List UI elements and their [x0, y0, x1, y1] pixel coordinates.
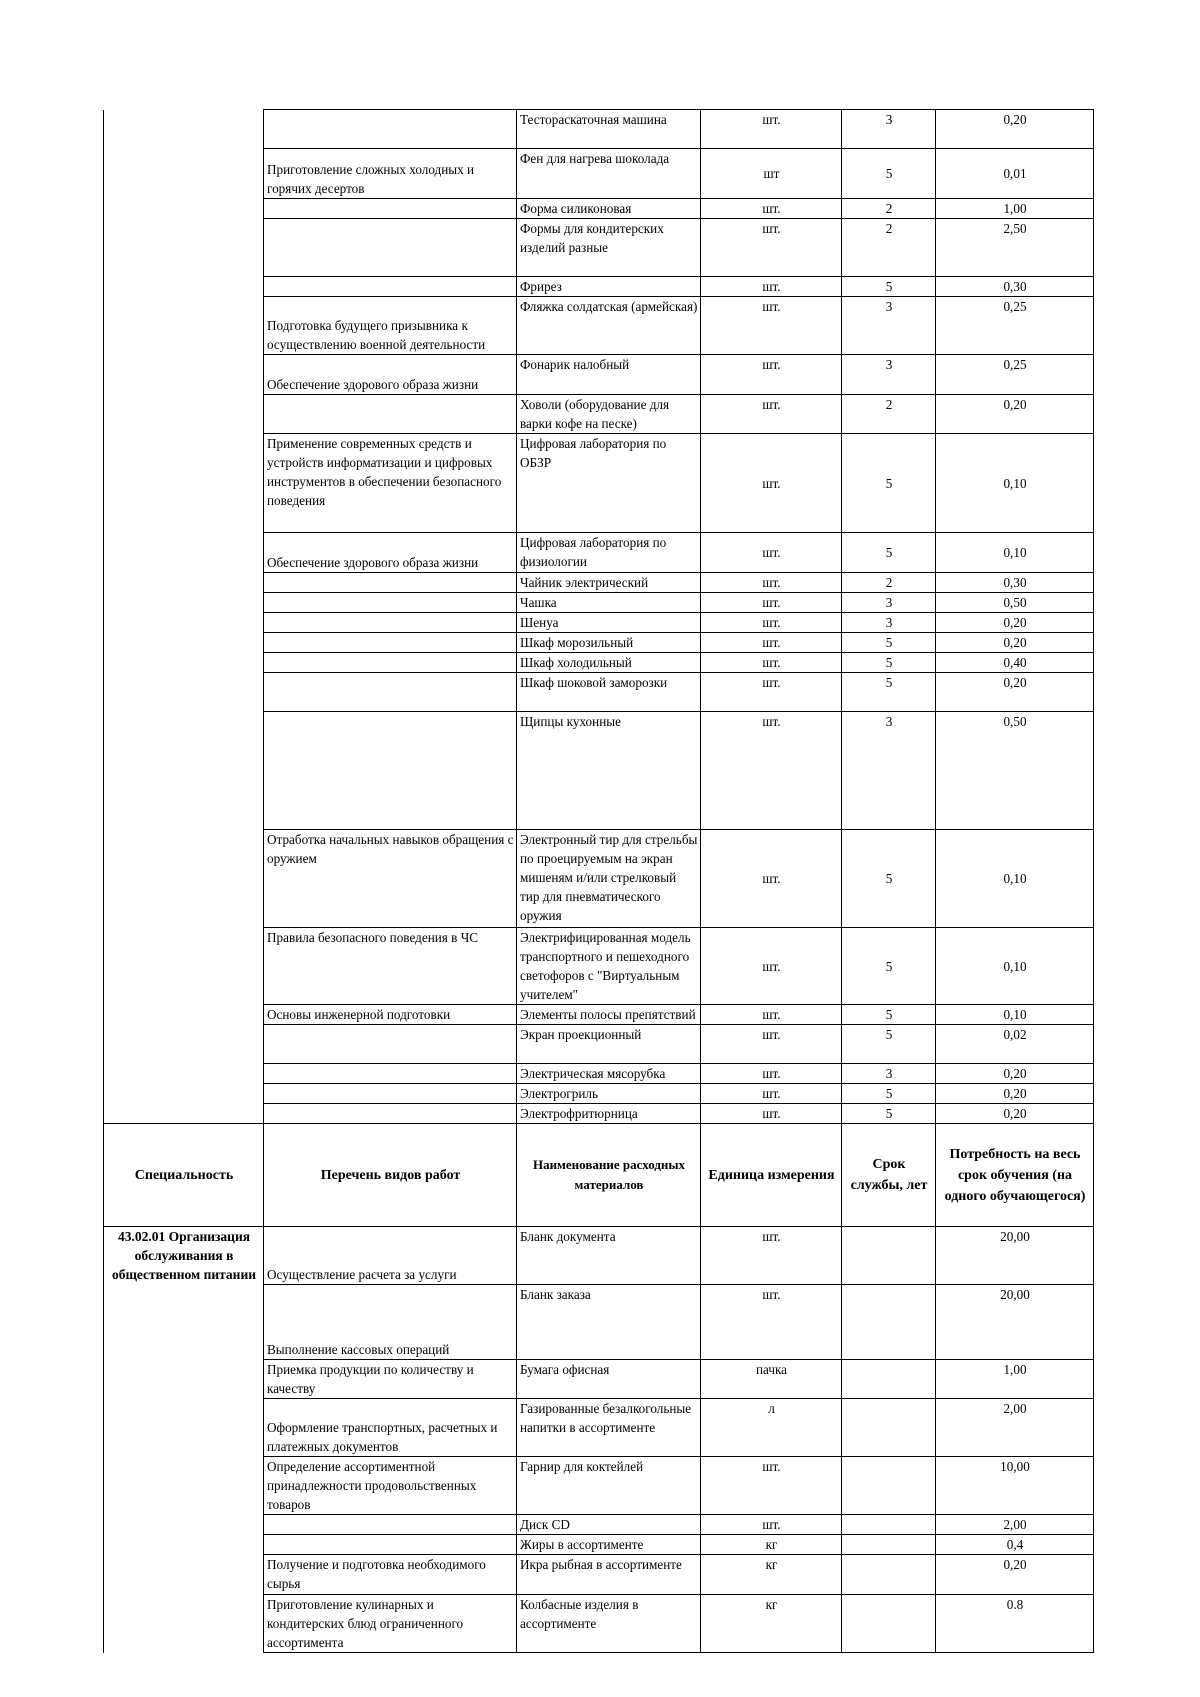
specialty-cell [104, 395, 264, 434]
need-cell: 0,10 [936, 434, 1094, 533]
material-cell: Электрическая мясорубка [517, 1064, 701, 1084]
table-row [104, 277, 1094, 297]
unit-cell: шт. [701, 199, 842, 219]
material-cell: Электрифицированная модель транспортного и пешеходного светофоров с "Виртуальным учителем" [517, 928, 701, 1005]
need-cell: 0,20 [936, 1104, 1094, 1124]
specialty-cell [104, 1104, 264, 1124]
unit-cell: шт. [701, 653, 842, 673]
need-cell: 0,02 [936, 1025, 1094, 1064]
specialty-cell [104, 110, 264, 149]
specialty-cell [104, 355, 264, 395]
work-cell: Правила безопасного поведения в ЧС [264, 928, 517, 1005]
work-cell: Определение ассортиментной принадлежности продовольственных товаров [264, 1457, 517, 1515]
material-cell: Электронный тир для стрельбы по проецируемым на экран мишеням и/или стрелковый тир для пневматического оружия [517, 830, 701, 928]
material-cell: Элементы полосы препятствий [517, 1005, 701, 1025]
specialty-cell [104, 219, 264, 277]
specialty-cell [104, 633, 264, 653]
material-cell: Чайник электрический [517, 573, 701, 593]
work-cell [264, 593, 517, 613]
material-cell: Бланк документа [517, 1227, 701, 1285]
material-cell: Фен для нагрева шоколада [517, 149, 701, 199]
need-cell: 0,20 [936, 1084, 1094, 1104]
material-cell: Фонарик налобный [517, 355, 701, 395]
specialty-cell [104, 928, 264, 1005]
specialty-cell [104, 1025, 264, 1064]
life-cell: 2 [842, 573, 936, 593]
work-cell [264, 1104, 517, 1124]
work-cell [264, 1084, 517, 1104]
life-cell: 3 [842, 712, 936, 830]
specialty-cell [104, 613, 264, 633]
work-cell [264, 110, 517, 149]
work-cell [264, 613, 517, 633]
material-cell: Фляжка солдатская (армейская) [517, 297, 701, 355]
need-cell: 0,4 [936, 1535, 1094, 1555]
table-row [104, 1104, 1094, 1124]
header-life: Срок службы, лет [842, 1124, 936, 1227]
specialty-cell [104, 1005, 264, 1025]
specialty-cell [104, 573, 264, 593]
life-cell: 5 [842, 1084, 936, 1104]
material-cell: Форма силиконовая [517, 199, 701, 219]
material-cell: Колбасные изделия в ассортименте [517, 1595, 701, 1653]
specialty-name-cell: 43.02.01 Организация обслуживания в общественном питании [104, 1227, 264, 1653]
life-cell [842, 1515, 936, 1535]
life-cell [842, 1457, 936, 1515]
material-cell: Электрогриль [517, 1084, 701, 1104]
life-cell: 3 [842, 110, 936, 149]
life-cell: 5 [842, 830, 936, 928]
unit-cell: шт. [701, 1104, 842, 1124]
life-cell: 5 [842, 673, 936, 712]
unit-cell: шт. [701, 1025, 842, 1064]
material-cell: Фрирез [517, 277, 701, 297]
table-row [104, 1005, 1094, 1025]
work-cell [264, 219, 517, 277]
need-cell: 0.8 [936, 1595, 1094, 1653]
need-cell: 0,20 [936, 110, 1094, 149]
table-row [104, 593, 1094, 613]
table-row [104, 1064, 1094, 1084]
specialty-cell [104, 1084, 264, 1104]
material-cell: Шкаф морозильный [517, 633, 701, 653]
material-cell: Газированные безалкогольные напитки в ассортименте [517, 1399, 701, 1457]
specialty-cell [104, 1064, 264, 1084]
materials-table [103, 109, 1094, 1653]
unit-cell: шт. [701, 1515, 842, 1535]
unit-cell: шт. [701, 1084, 842, 1104]
need-cell: 0,50 [936, 712, 1094, 830]
work-cell [264, 633, 517, 653]
unit-cell: шт. [701, 712, 842, 830]
table-row [104, 199, 1094, 219]
work-cell: Основы инженерной подготовки [264, 1005, 517, 1025]
table-row [104, 1025, 1094, 1064]
table-row [104, 149, 1094, 199]
header-material: Наименование расходных материалов [517, 1124, 701, 1227]
life-cell [842, 1555, 936, 1595]
unit-cell: шт. [701, 533, 842, 573]
need-cell: 0,10 [936, 928, 1094, 1005]
unit-cell: шт. [701, 613, 842, 633]
unit-cell: кг [701, 1535, 842, 1555]
table-row [104, 297, 1094, 355]
life-cell: 3 [842, 593, 936, 613]
unit-cell: шт [701, 149, 842, 199]
table-row [104, 633, 1094, 653]
life-cell: 3 [842, 355, 936, 395]
table-row [104, 1227, 1094, 1285]
unit-cell: шт. [701, 219, 842, 277]
work-cell: Получение и подготовка необходимого сырья [264, 1555, 517, 1595]
material-cell: Икра рыбная в ассортименте [517, 1555, 701, 1595]
specialty-cell [104, 673, 264, 712]
need-cell: 0,01 [936, 149, 1094, 199]
life-cell: 5 [842, 1025, 936, 1064]
specialty-cell [104, 434, 264, 533]
unit-cell: шт. [701, 593, 842, 613]
work-cell: Приготовление сложных холодных и горячих десертов [264, 149, 517, 199]
material-cell: Шкаф холодильный [517, 653, 701, 673]
life-cell [842, 1399, 936, 1457]
unit-cell: шт. [701, 110, 842, 149]
material-cell: Диск CD [517, 1515, 701, 1535]
material-cell: Шкаф шоковой заморозки [517, 673, 701, 712]
work-cell: Подготовка будущего призывника к осуществлению военной деятельности [264, 297, 517, 355]
material-cell: Ховоли (оборудование для варки кофе на песке) [517, 395, 701, 434]
unit-cell: шт. [701, 277, 842, 297]
life-cell [842, 1595, 936, 1653]
unit-cell: шт. [701, 1285, 842, 1360]
work-cell: Приготовление кулинарных и кондитерских блюд ограниченного ассортимента [264, 1595, 517, 1653]
specialty-cell [104, 297, 264, 355]
life-cell [842, 1535, 936, 1555]
work-cell: Осуществление расчета за услуги [264, 1227, 517, 1285]
specialty-cell [104, 199, 264, 219]
table-row [104, 110, 1094, 149]
need-cell: 2,00 [936, 1399, 1094, 1457]
work-cell [264, 1535, 517, 1555]
material-cell: Цифровая лаборатория по физиологии [517, 533, 701, 573]
work-cell [264, 573, 517, 593]
unit-cell: шт. [701, 1005, 842, 1025]
material-cell: Тестораскаточная машина [517, 110, 701, 149]
need-cell: 2,50 [936, 219, 1094, 277]
life-cell: 3 [842, 297, 936, 355]
life-cell: 5 [842, 533, 936, 573]
life-cell: 2 [842, 395, 936, 434]
life-cell: 5 [842, 434, 936, 533]
work-cell [264, 653, 517, 673]
header-works: Перечень видов работ [264, 1124, 517, 1227]
unit-cell: л [701, 1399, 842, 1457]
table-row [104, 673, 1094, 712]
work-cell: Оформление транспортных, расчетных и платежных документов [264, 1399, 517, 1457]
unit-cell: шт. [701, 633, 842, 653]
need-cell: 0,25 [936, 355, 1094, 395]
work-cell [264, 277, 517, 297]
unit-cell: шт. [701, 355, 842, 395]
material-cell: Жиры в ассортименте [517, 1535, 701, 1555]
material-cell: Шенуа [517, 613, 701, 633]
table-row [104, 355, 1094, 395]
material-cell: Чашка [517, 593, 701, 613]
unit-cell: шт. [701, 830, 842, 928]
need-cell: 0,20 [936, 673, 1094, 712]
table-row [104, 1084, 1094, 1104]
life-cell: 5 [842, 149, 936, 199]
need-cell: 0,50 [936, 593, 1094, 613]
table-row [104, 613, 1094, 633]
table-section-b [104, 1227, 1094, 1653]
life-cell: 2 [842, 199, 936, 219]
unit-cell: шт. [701, 434, 842, 533]
material-cell: Формы для кондитерских изделий разные [517, 219, 701, 277]
specialty-cell [104, 149, 264, 199]
unit-cell: шт. [701, 673, 842, 712]
work-cell [264, 712, 517, 830]
unit-cell: шт. [701, 1457, 842, 1515]
table-row [104, 434, 1094, 533]
material-cell: Цифровая лаборатория по ОБЗР [517, 434, 701, 533]
need-cell: 0,30 [936, 277, 1094, 297]
need-cell: 0,20 [936, 1555, 1094, 1595]
unit-cell: шт. [701, 1064, 842, 1084]
material-cell: Гарнир для коктейлей [517, 1457, 701, 1515]
material-cell: Электрофритюрница [517, 1104, 701, 1124]
life-cell: 3 [842, 1064, 936, 1084]
table-row [104, 830, 1094, 928]
work-cell [264, 1025, 517, 1064]
life-cell: 2 [842, 219, 936, 277]
life-cell: 3 [842, 613, 936, 633]
need-cell: 0,25 [936, 297, 1094, 355]
table-row [104, 395, 1094, 434]
specialty-cell [104, 712, 264, 830]
life-cell: 5 [842, 633, 936, 653]
unit-cell: пачка [701, 1360, 842, 1399]
work-cell [264, 1515, 517, 1535]
life-cell: 5 [842, 653, 936, 673]
life-cell [842, 1227, 936, 1285]
material-cell: Бланк заказа [517, 1285, 701, 1360]
unit-cell: шт. [701, 1227, 842, 1285]
header-need: Потребность на весь срок обучения (на одного обучающегося) [936, 1124, 1094, 1227]
life-cell [842, 1285, 936, 1360]
material-cell: Бумага офисная [517, 1360, 701, 1399]
unit-cell: шт. [701, 573, 842, 593]
header-specialty: Специальность [104, 1124, 264, 1227]
need-cell: 0,20 [936, 613, 1094, 633]
need-cell: 0,20 [936, 1064, 1094, 1084]
header-unit: Единица измерения [701, 1124, 842, 1227]
life-cell: 5 [842, 277, 936, 297]
need-cell: 2,00 [936, 1515, 1094, 1535]
work-cell: Отработка начальных навыков обращения с оружием [264, 830, 517, 928]
work-cell: Обеспечение здорового образа жизни [264, 533, 517, 573]
table-row [104, 573, 1094, 593]
need-cell: 0,40 [936, 653, 1094, 673]
need-cell: 10,00 [936, 1457, 1094, 1515]
work-cell [264, 1064, 517, 1084]
life-cell: 5 [842, 1005, 936, 1025]
need-cell: 0,20 [936, 633, 1094, 653]
work-cell [264, 395, 517, 434]
need-cell: 20,00 [936, 1227, 1094, 1285]
specialty-cell [104, 277, 264, 297]
need-cell: 0,20 [936, 395, 1094, 434]
table-row [104, 928, 1094, 1005]
unit-cell: кг [701, 1595, 842, 1653]
table-section-a [104, 110, 1094, 1124]
table-row [104, 653, 1094, 673]
need-cell: 1,00 [936, 1360, 1094, 1399]
work-cell: Обеспечение здорового образа жизни [264, 355, 517, 395]
need-cell: 1,00 [936, 199, 1094, 219]
work-cell [264, 673, 517, 712]
need-cell: 20,00 [936, 1285, 1094, 1360]
table-row [104, 533, 1094, 573]
life-cell [842, 1360, 936, 1399]
work-cell: Выполнение кассовых операций [264, 1285, 517, 1360]
specialty-cell [104, 653, 264, 673]
unit-cell: кг [701, 1555, 842, 1595]
need-cell: 0,10 [936, 830, 1094, 928]
specialty-cell [104, 830, 264, 928]
need-cell: 0,10 [936, 533, 1094, 573]
life-cell: 5 [842, 928, 936, 1005]
unit-cell: шт. [701, 297, 842, 355]
table-header [104, 1124, 1094, 1227]
life-cell: 5 [842, 1104, 936, 1124]
work-cell: Применение современных средств и устройств информатизации и цифровых инструментов в обеспечении безопасного поведения [264, 434, 517, 533]
unit-cell: шт. [701, 928, 842, 1005]
need-cell: 0,10 [936, 1005, 1094, 1025]
work-cell [264, 199, 517, 219]
material-cell: Экран проекционный [517, 1025, 701, 1064]
specialty-cell [104, 533, 264, 573]
work-cell: Приемка продукции по количеству и качеству [264, 1360, 517, 1399]
specialty-cell [104, 593, 264, 613]
table-row [104, 712, 1094, 830]
need-cell: 0,30 [936, 573, 1094, 593]
unit-cell: шт. [701, 395, 842, 434]
table-row [104, 219, 1094, 277]
material-cell: Щипцы кухонные [517, 712, 701, 830]
